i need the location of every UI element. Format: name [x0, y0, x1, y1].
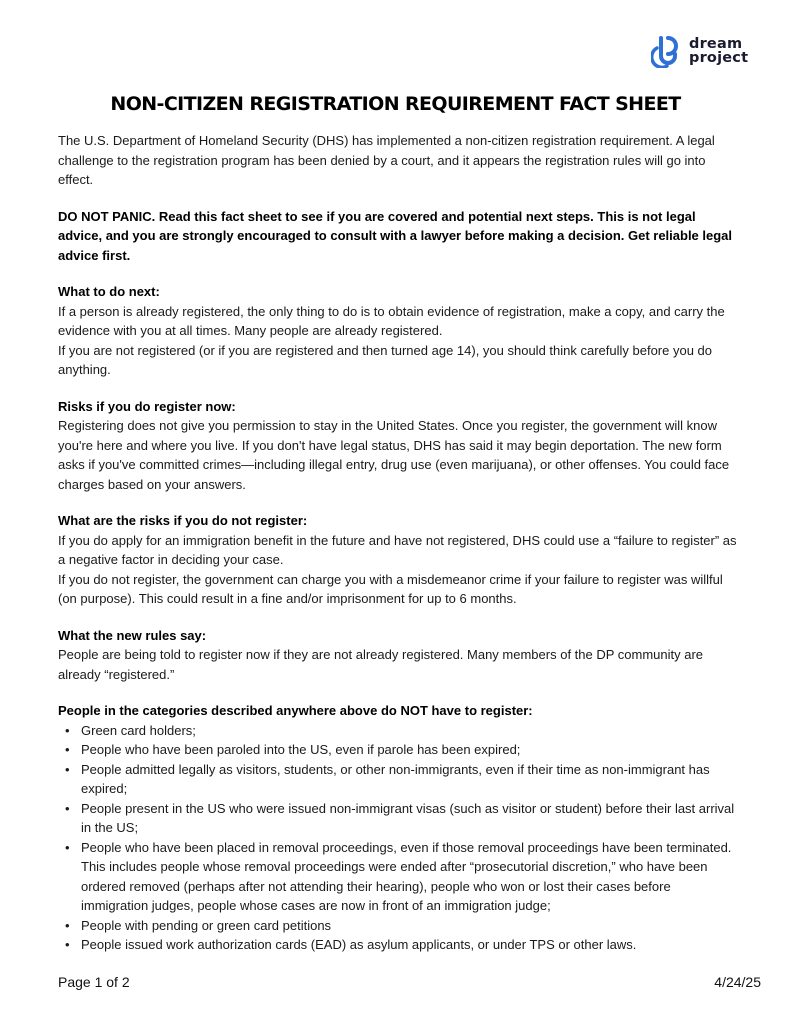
section-heading: Risks if you do register now:: [58, 398, 236, 414]
list-item: • People present in the US who were issued non-immigrant visas (such as visitor or student) before their last arrival in the US;: [58, 799, 738, 838]
section-exempt-categories: [58, 701, 738, 955]
dream-project-logo-icon: [651, 34, 685, 68]
section-heading: What the new rules say:: [58, 627, 207, 643]
section-paragraph: Registering does not give you permission to stay in the United States. Once you register, the government will know you're here and where you live. If you don't have legal status, DHS has said it may begin deportation. The new form asks if you've committed crimes—including illegal entry, drug use (even marijuana), or other offenses. You could face charges based on your answers.: [58, 418, 730, 492]
logo-wordmark: [689, 37, 748, 65]
exempt-list: [58, 721, 738, 955]
warning-block: [58, 207, 738, 266]
page-title: NON-CITIZEN REGISTRATION REQUIREMENT FACT SHEET: [110, 93, 681, 115]
list-item: • Green card holders;: [58, 721, 738, 741]
section-what-to-do-next: [58, 282, 738, 380]
section-paragraph: If you do apply for an immigration benefit in the future and have not registered, DHS could use a “failure to register” as a negative factor in deciding your case.: [58, 532, 737, 567]
document-body: [58, 131, 738, 955]
exempt-heading: People in the categories described anywhere above do NOT have to register:: [58, 703, 533, 718]
intro-block: [58, 131, 738, 190]
dream-project-logo: [651, 33, 761, 69]
section-paragraph: If you do not register, the government can charge you with a misdemeanor crime if your failure to register was willful (on purpose). This could result in a fine and/or imprisonment for up to 6 months.: [58, 571, 723, 606]
section-paragraph: If you are not registered (or if you are registered and then turned age 14), you should think carefully before you do anything.: [58, 342, 713, 377]
logo-line-1: dream: [689, 36, 743, 52]
list-item: • People with pending or green card petitions: [58, 916, 738, 936]
section-new-rules: [58, 626, 738, 685]
logo-line-2: project: [689, 50, 749, 66]
section-heading: What are the risks if you do not register:: [58, 513, 308, 528]
list-item: • People admitted legally as visitors, students, or other non-immigrants, even if their time as non-immigrant has expired;: [58, 760, 738, 799]
intro-paragraph: The U.S. Department of Homeland Security (DHS) has implemented a non-citizen registration requirement. A legal challenge to the registration program has been denied by a court, and it appears the registration rules will go into effect.: [58, 133, 715, 187]
page-number: Page 1 of 2: [58, 974, 130, 990]
section-risks-if-register: [58, 397, 738, 495]
list-item: • People who have been paroled into the US, even if parole has been expired;: [58, 740, 738, 760]
list-item: • People issued work authorization cards (EAD) as asylum applicants, or under TPS or other laws.: [58, 935, 738, 955]
document-date: 4/24/25: [714, 974, 761, 990]
warning-paragraph: DO NOT PANIC. Read this fact sheet to see if you are covered and potential next steps. This is not legal advice, and you are strongly encouraged to consult with a lawyer before making a decision. Get reliable legal advice first.: [58, 208, 733, 263]
list-item: • People who have been placed in removal proceedings, even if those removal proceedings have been terminated. This includes people whose removal proceedings were ended after “prosecutorial discretion,” who have been ordered removed (perhaps after not attending their hearing), people who won or lost their cases before immigration judges, people whose cases are now in front of an immigration judge;: [58, 838, 738, 916]
section-paragraph: If a person is already registered, the only thing to do is to obtain evidence of registration, make a copy, and carry the evidence with you at all times. Many people are already registered.: [58, 303, 725, 338]
section-risks-if-not-register: [58, 511, 738, 609]
section-paragraph: People are being told to register now if they are not already registered. Many members of the DP community are already “registered.”: [58, 647, 704, 682]
section-heading: What to do next:: [58, 284, 160, 299]
